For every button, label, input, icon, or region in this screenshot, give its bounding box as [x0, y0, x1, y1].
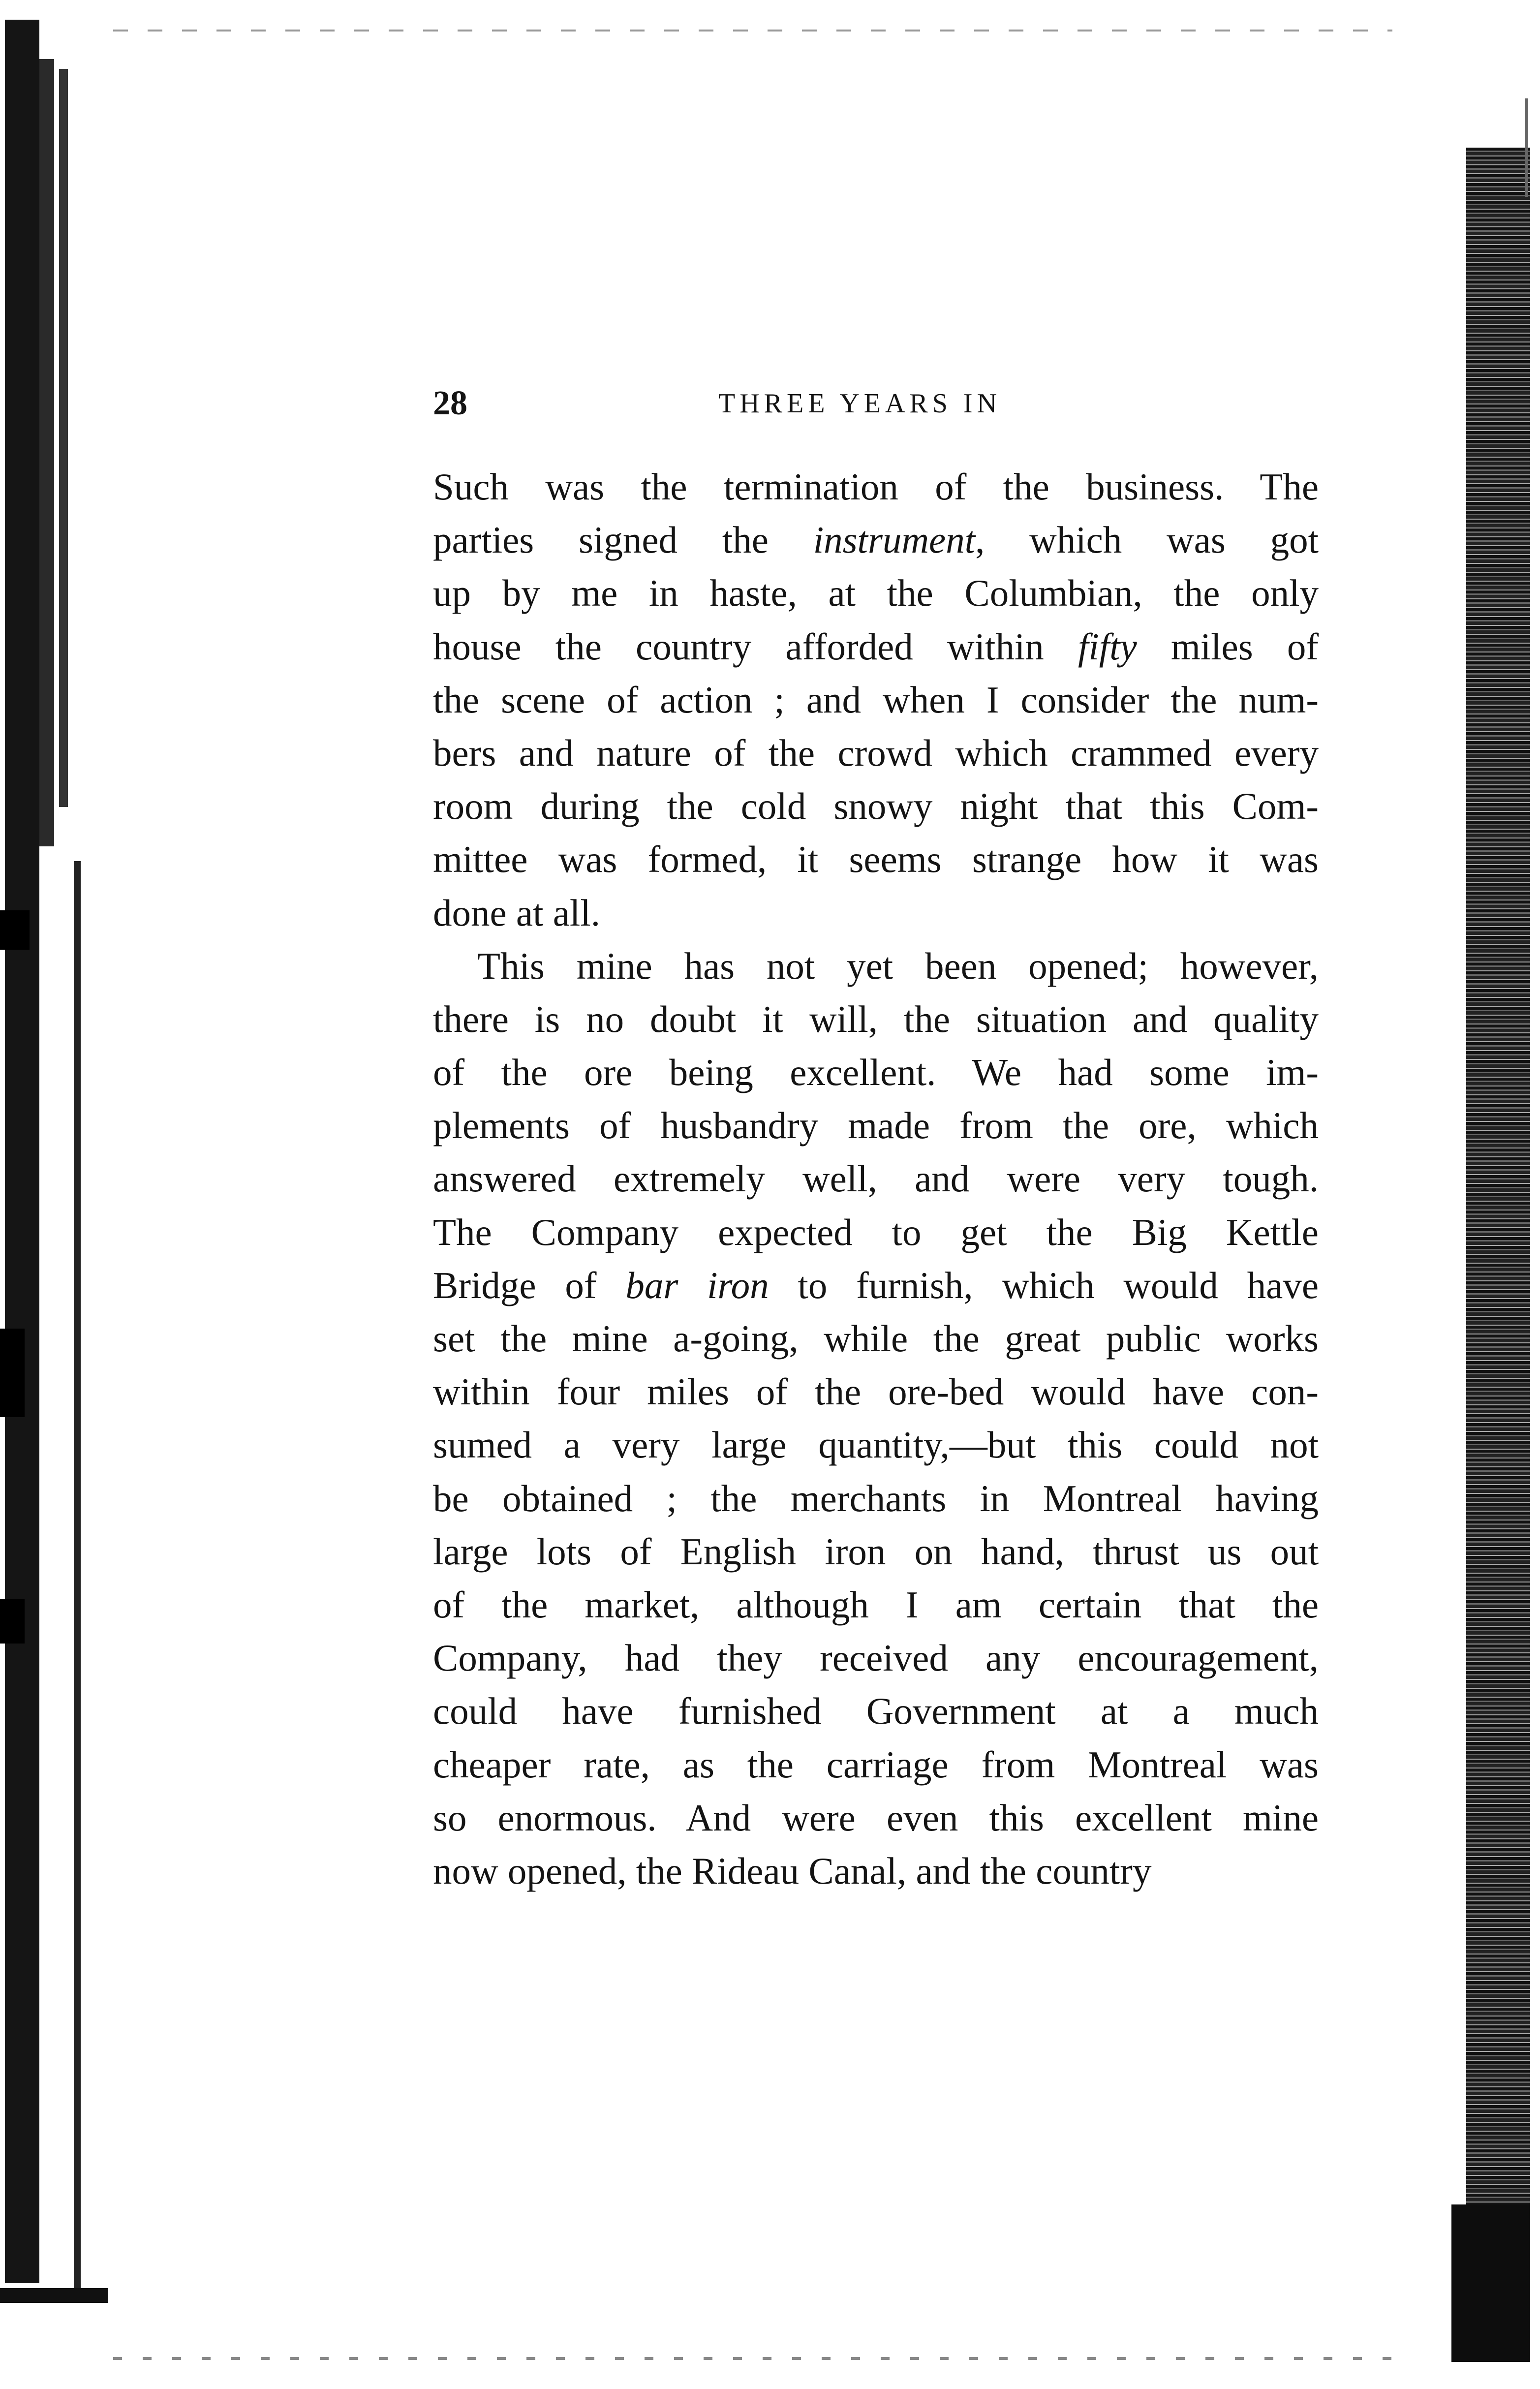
text-segment: now opened, the Rideau Canal, and the country — [433, 1849, 1152, 1892]
text-line — [433, 1365, 1319, 1418]
text-segment: miles of — [1137, 625, 1319, 668]
text-segment: up by me in haste, at the Columbian, the only — [433, 572, 1319, 615]
text-segment: This mine has not yet been opened; however, — [477, 944, 1319, 987]
text-segment: large lots of English iron on hand, thrust us out — [433, 1530, 1319, 1573]
text-segment: could have furnished Government at a much — [433, 1690, 1319, 1733]
text-segment: answered extremely well, and were very tough. — [433, 1157, 1319, 1200]
italic-text: bar iron — [625, 1264, 769, 1306]
text-line — [433, 1631, 1319, 1684]
text-line — [433, 673, 1319, 726]
text-segment: there is no doubt it will, the situation and quality — [433, 997, 1319, 1040]
text-segment: to furnish, which would have — [769, 1264, 1319, 1306]
scan-page-edge-right — [1378, 0, 1540, 2389]
text-line — [433, 620, 1319, 673]
text-segment: , which was got — [975, 519, 1319, 561]
paragraph — [433, 939, 1319, 1897]
running-head — [433, 379, 1328, 428]
text-segment: the scene of action ; and when I consider the num- — [433, 678, 1319, 721]
text-line — [433, 1099, 1319, 1152]
text-line — [433, 939, 1319, 993]
text-segment: cheaper rate, as the carriage from Montreal was — [433, 1743, 1319, 1786]
text-line — [433, 1791, 1319, 1844]
running-title: THREE YEARS IN — [718, 388, 1002, 419]
text-segment: mittee was formed, it seems strange how it was — [433, 838, 1319, 881]
text-line — [433, 1738, 1319, 1791]
text-line — [433, 1259, 1319, 1312]
text-line — [433, 1472, 1319, 1525]
text-line — [433, 726, 1319, 779]
body-text — [433, 460, 1319, 1897]
text-segment: sumed a very large quantity,—but this could not — [433, 1424, 1319, 1466]
text-line — [433, 1525, 1319, 1578]
scan-binding-edge-left — [0, 0, 113, 2389]
text-segment: done at all. — [433, 891, 600, 934]
text-segment: plements of husbandry made from the ore, which — [433, 1104, 1319, 1147]
italic-text: instrument — [813, 519, 976, 561]
text-line — [433, 1684, 1319, 1737]
text-line — [433, 1418, 1319, 1471]
text-segment: Company, had they received any encouragement, — [433, 1637, 1319, 1679]
text-line — [433, 1152, 1319, 1205]
text-segment: bers and nature of the crowd which crammed every — [433, 731, 1319, 774]
text-segment: parties signed the — [433, 519, 813, 561]
text-line — [433, 566, 1319, 620]
text-segment: Such was the termination of the business. The — [433, 465, 1319, 508]
text-line — [433, 833, 1319, 886]
text-segment: Bridge of — [433, 1264, 626, 1306]
text-line — [433, 513, 1319, 566]
text-segment: so enormous. And were even this excellent mine — [433, 1796, 1319, 1839]
text-line — [433, 460, 1319, 513]
scan-bottom-noise — [113, 2357, 1392, 2360]
text-line — [433, 1578, 1319, 1631]
text-line — [433, 993, 1319, 1046]
text-segment: be obtained ; the merchants in Montreal having — [433, 1477, 1319, 1520]
text-line — [433, 1206, 1319, 1259]
text-segment: set the mine a-going, while the great public works — [433, 1317, 1319, 1360]
text-line — [433, 886, 1319, 939]
text-segment: room during the cold snowy night that this Com- — [433, 785, 1319, 828]
text-segment: of the ore being excellent. We had some im- — [433, 1051, 1319, 1094]
text-segment: of the market, although I am certain that the — [433, 1583, 1319, 1626]
text-segment: within four miles of the ore-bed would have con- — [433, 1370, 1319, 1413]
page-number: 28 — [433, 384, 467, 422]
italic-text: fifty — [1078, 625, 1137, 668]
paragraph — [433, 460, 1319, 939]
text-segment: house the country afforded within — [433, 625, 1078, 668]
text-line — [433, 1046, 1319, 1099]
text-line — [433, 779, 1319, 833]
text-line — [433, 1844, 1319, 1897]
text-segment: The Company expected to get the Big Kettle — [433, 1210, 1319, 1253]
text-line — [433, 1312, 1319, 1365]
scan-top-noise — [113, 30, 1392, 31]
